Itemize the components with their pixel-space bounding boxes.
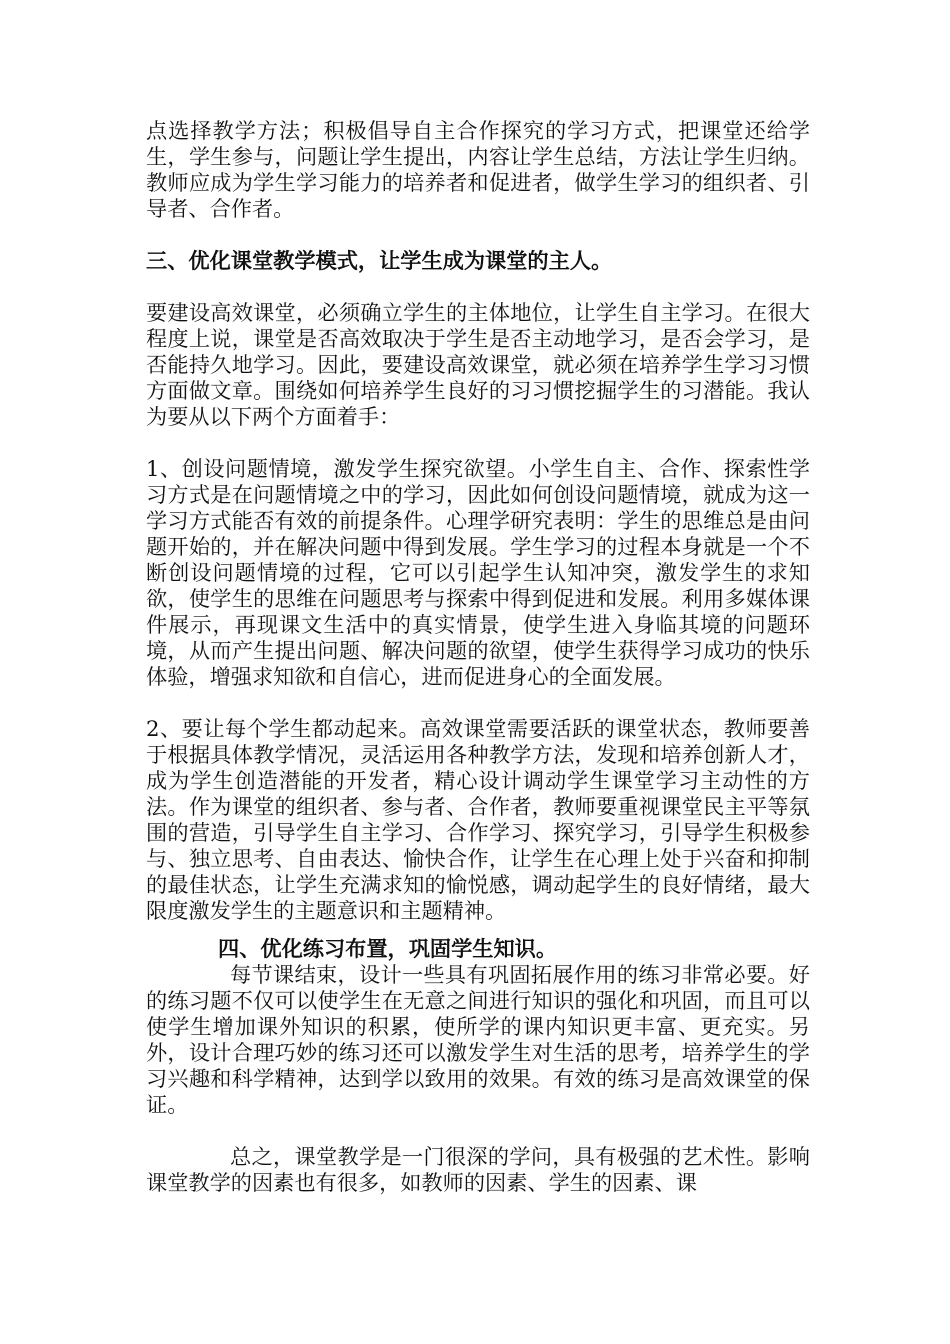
paragraph-conclusion: 总之，课堂教学是一门很深的学问，具有极强的艺术性。影响课堂教学的因素也有很多，如教师的因素、学生的因素、课 [146,1144,810,1195]
paragraph-point-1: 1、创设问题情境，激发学生探究欲望。小学生自主、合作、探索性学习方式是在问题情境之中的学习，因此如何创设问题情境，就成为这一学习方式能否有效的前提条件。心理学研究表明：学生的思维总是由问题开始的，并在解决问题中得到发展。学生学习的过程本身就是一个不断创设问题情境的过程，它可以引起学生认知冲突，激发学生的求知欲，使学生的思维在问题思考与探索中得到促进和发展。利用多媒体课件展示，再现课文生活中的真实情景，使学生进入身临其境的问题环境，从而产生提出问题、解决问题的欲望，使学生获得学习成功的快乐体验，增强求知欲和自信心，进而促进身心的全面发展。 [146,456,810,689]
document-page [146,118,810,1196]
paragraph-section-4: 每节课结束，设计一些具有巩固拓展作用的练习非常必要。好的练习题不仅可以使学生在无意之间进行知识的强化和巩固，而且可以使学生增加课外知识的积累，使所学的课内知识更丰富、更充实。另外，设计合理巧妙的练习还可以激发学生对生活的思考，培养学生的学习兴趣和科学精神，达到学以致用的效果。有效的练习是高效课堂的保证。 [146,962,810,1117]
paragraph-intro: 点选择教学方法；积极倡导自主合作探究的学习方式，把课堂还给学生，学生参与，问题让学生提出，内容让学生总结，方法让学生归纳。教师应成为学生学习能力的培养者和促进者，做学生学习的组织者、引导者、合作者。 [146,118,810,221]
section-heading-4: 四、优化练习布置，巩固学生知识。 [218,936,558,961]
section-heading-3: 三、优化课堂教学模式，让学生成为课堂的主人。 [146,248,613,273]
paragraph-point-2: 2、要让每个学生都动起来。高效课堂需要活跃的课堂状态，教师要善于根据具体教学情况，灵活运用各种教学方法，发现和培养创新人才，成为学生创造潜能的开发者，精心设计调动学生课堂学习主动性的方法。作为课堂的组织者、参与者、合作者，教师要重视课堂民主平等氛围的营造，引导学生自主学习、合作学习、探究学习，引导学生积极参与、独立思考、自由表达、愉快合作，让学生在心理上处于兴奋和抑制的最佳状态，让学生充满求知的愉悦感，调动起学生的良好情绪，最大限度激发学生的主题意识和主题精神。 [146,716,810,923]
paragraph-section-3: 要建设高效课堂，必须确立学生的主体地位，让学生自主学习。在很大程度上说，课堂是否高效取决于学生是否主动地学习，是否会学习，是否能持久地学习。因此，要建设高效课堂，就必须在培养学生学习习惯方面做文章。围绕如何培养学生良好的习习惯挖掘学生的习潜能。我认为要从以下两个方面着手： [146,300,810,429]
